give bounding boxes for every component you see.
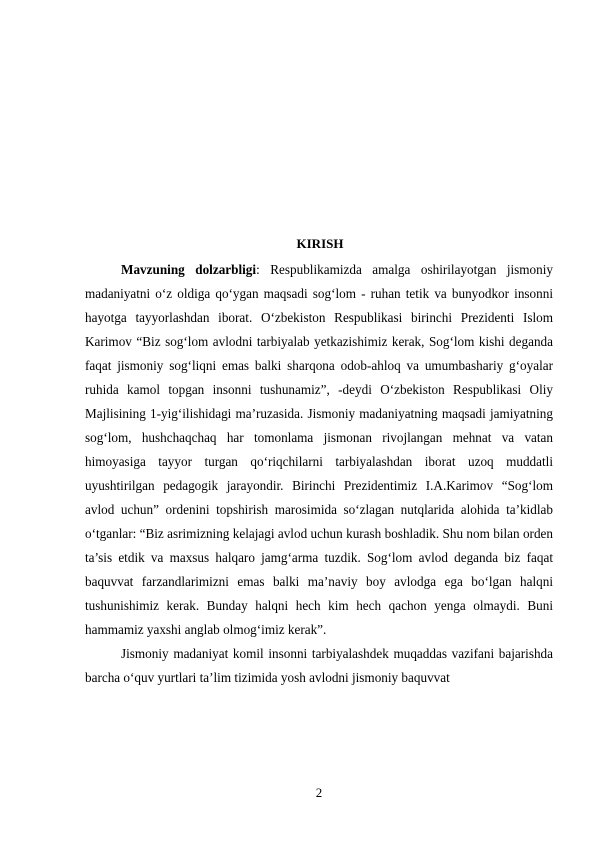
page-number: 2: [315, 785, 323, 800]
paragraph-physical-culture: [85, 642, 553, 690]
body-text: [85, 258, 553, 690]
paragraph-relevance: [85, 258, 553, 642]
paragraph-text: Jismoniy madaniyat komil insonni tarbiyalashdek muqaddas vazifani bajarishda barcha o‘quv yurtlari ta’lim tizimida yosh avlodni jismoniy baquvvat: [85, 646, 553, 685]
paragraph-text: : Respublikamizda amalga oshirilayotgan jismoniy madaniyatni o‘z oldiga qo‘ygan maqsadi sog‘lom - ruhan tetik va bunyodkor insonni hayotga tayyorlashdan iborat. O‘zbekiston Respublikasi birinchi Prezidenti Islom Karimov “Biz sog‘lom avlodni tarbiyalab yetkazishimiz kerak, Sog‘lom kishi deganda faqat jismoniy sog‘liqni emas balki sharqona odob-ahloq va umumbashariy g‘oyalar ruhida kamol topgan insonni tushunamiz”, -deydi O‘zbekiston Respublikasi Oliy Majlisining 1-yig‘ilishidagi ma’ruzasida. Jismoniy madaniyatning maqsadi jamiyatning sog‘lom, hushchaqchaq har tomonlama jismonan rivojlangan mehnat va vatan himoyasiga tayyor turgan qo‘riqchilarni tarbiyalashdan iborat uzoq muddatli uyushtirilgan pedagogik jarayondir. Birinchi Prezidentimiz I.A.Karimov “Sog‘lom avlod uchun” ordenini topshirish marosimida so‘zlagan nutqlarida alohida ta’kidlab o‘tganlar: “Biz asrimizning kelajagi avlod uchun kurash boshladik. Shu nom bilan orden ta’sis etdik va maxsus halqaro jamg‘arma tuzdik. Sog‘lom avlod deganda biz faqat baquvvat farzandlarimizni emas balki ma’naviy boy avlodga ega bo‘lgan halqni tushunishimiz kerak. Bunday halqni hech kim hech qachon yenga olmaydi. Buni hammamiz yaxshi anglab olmog‘imiz kerak”.: [85, 262, 553, 637]
section-heading: KIRISH: [296, 236, 344, 251]
paragraph-lead: Mavzuning dolzarbligi: [121, 262, 257, 277]
